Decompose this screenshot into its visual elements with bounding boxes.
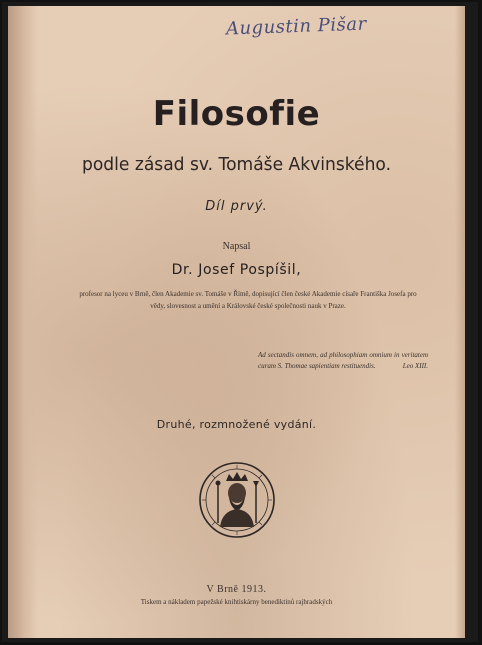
latin-motto [258,350,428,372]
author-credentials: profesor na lyceu v Brně, člen Akademie sv. Tomáše v Římě, dopisující člen české Akademie císaře Františka Josefa pro vědy, slovesnost a umění a Královské české společnosti nauk v Praze. [79,290,417,310]
edition-note: Druhé, rozmnožené vydání. [156,418,317,431]
page-frame [2,2,478,642]
title-page [8,6,465,638]
wrote-label: Napsal [222,241,251,252]
motto-citation: Leo XIII. [402,362,428,370]
author-name: Dr. Josef Pospíšil, [171,262,302,278]
place-and-year: V Brně 1913. [206,584,267,595]
motto-text: Ad sectandis omnem, ad philosophiam omnium in veritatem curam S. Thomae sapientiam restituendis. [258,351,428,370]
printer-note: Tiskem a nákladem papežské knihtiskárny benediktinů rajhradských [140,598,333,606]
publisher-emblem-icon [198,461,276,539]
book-title: Filosofie [152,94,321,134]
volume-part: Díl prvý. [205,199,268,214]
handwritten-signature: Augustin Pišar [225,13,368,40]
book-subtitle: podle zásad sv. Tomáše Akvinského. [81,154,392,175]
